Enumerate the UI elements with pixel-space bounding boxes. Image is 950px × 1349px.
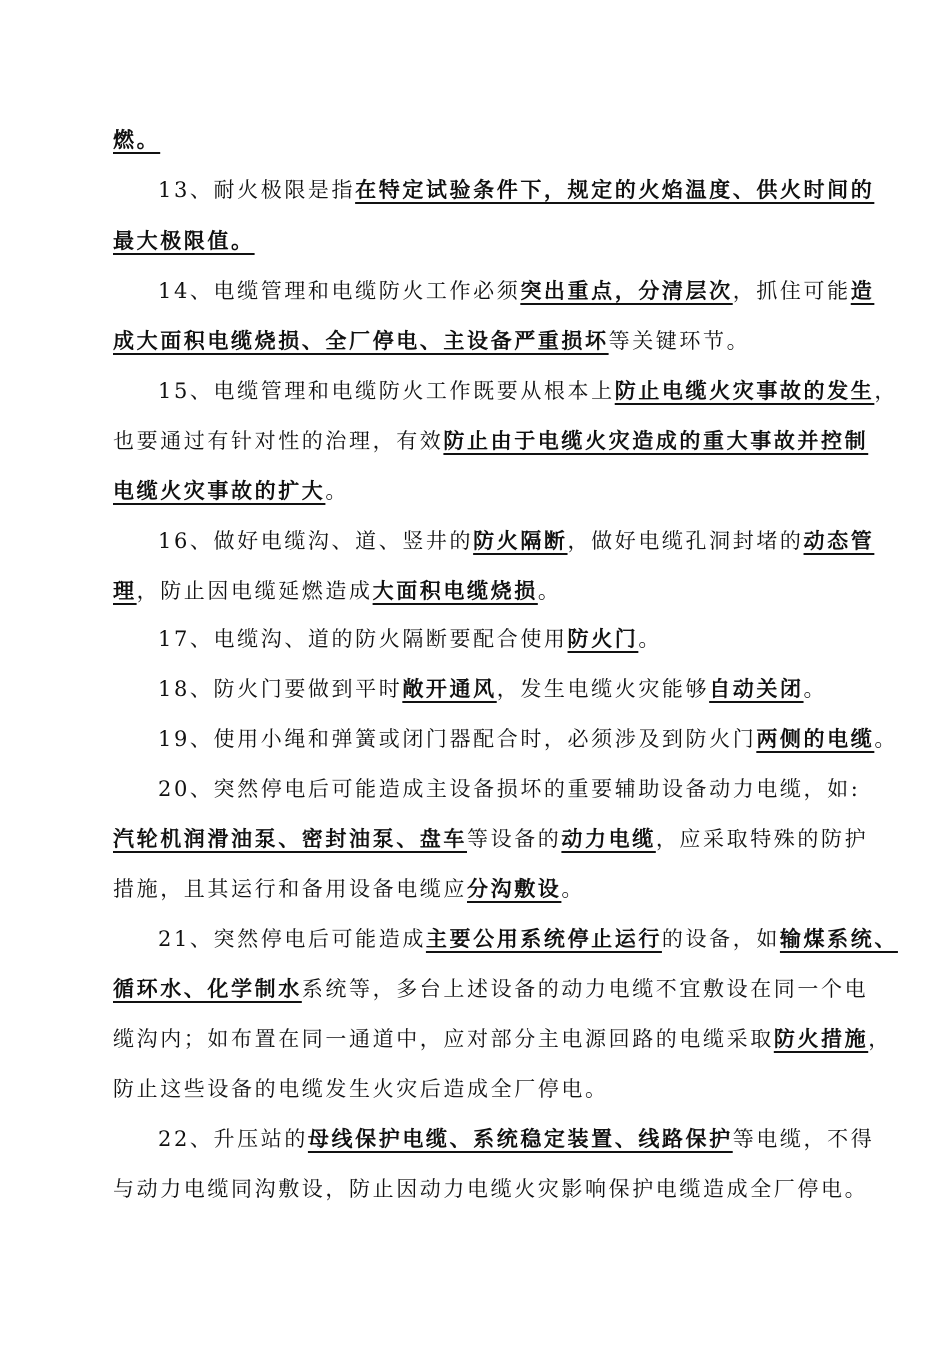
text-line	[158, 774, 860, 804]
plain-text: 的设备，如	[661, 927, 780, 951]
plain-text: 也要通过有针对性的治理，有效	[113, 429, 444, 453]
underlined-text: 防火措施	[773, 1026, 869, 1051]
plain-text: ，做好电缆孔洞封堵的	[567, 529, 804, 553]
plain-text: 措施，且其运行和备用设备电缆应	[113, 877, 467, 901]
text-line	[158, 674, 827, 704]
text-line	[158, 924, 898, 954]
plain-text: 等关键环节。	[608, 329, 751, 353]
plain-text: 13、耐火极限是指	[158, 178, 356, 202]
plain-text: 。	[874, 727, 898, 751]
plain-text: 。	[638, 627, 662, 651]
underlined-text: 动力电缆	[561, 826, 656, 851]
plain-text: 16、做好电缆沟、道、竖井的	[158, 529, 474, 553]
plain-text: 22、升压站的	[158, 1127, 308, 1151]
plain-text: 18、防火门要做到平时	[158, 677, 403, 701]
underlined-text: 造	[850, 278, 875, 303]
text-line	[113, 824, 868, 854]
plain-text: ，	[868, 1027, 892, 1051]
plain-text: ，应采取特殊的防护	[655, 827, 869, 851]
plain-text: 14、电缆管理和电缆防火工作必须	[158, 279, 521, 303]
plain-text: 防止这些设备的电缆发生火灾后造成全厂停电。	[113, 1077, 609, 1101]
text-line	[113, 125, 160, 155]
plain-text: ，防止因电缆延燃造成	[136, 579, 373, 603]
plain-text: ，发生电缆火灾能够	[496, 677, 710, 701]
text-line	[113, 974, 868, 1004]
plain-text: 17、电缆沟、道的防火隔断要配合使用	[158, 627, 568, 651]
plain-text: 。	[325, 479, 350, 503]
underlined-text: 防火门	[567, 626, 639, 651]
underlined-text: 两侧的电缆	[756, 726, 875, 751]
text-line	[158, 624, 662, 654]
underlined-text: 自动关闭	[709, 676, 804, 701]
underlined-text: 主要公用系统停止运行	[425, 926, 662, 951]
underlined-text: 防止由于电缆火灾造成的重大事故并控制	[443, 428, 869, 453]
text-line	[113, 226, 255, 256]
plain-text: ，	[874, 379, 898, 403]
plain-text: 。	[561, 877, 586, 901]
underlined-text: 理	[113, 578, 137, 603]
plain-text: ，抓住可能	[732, 279, 851, 303]
text-line	[158, 724, 898, 754]
text-line	[158, 276, 874, 306]
text-line	[158, 376, 898, 406]
plain-text: 缆沟内；如布置在同一通道中，应对部分主电源回路的电缆采取	[113, 1027, 774, 1051]
text-line	[113, 476, 349, 506]
underlined-text: 循环水、化学制水	[113, 976, 302, 1001]
text-line	[113, 1074, 609, 1104]
plain-text: 等设备的	[467, 827, 562, 851]
plain-text: 19、使用小绳和弹簧或闭门器配合时，必须涉及到防火门	[158, 727, 757, 751]
text-line	[158, 175, 874, 205]
plain-text: 系统等，多台上述设备的动力电缆不宜敷设在同一个电	[301, 977, 869, 1001]
underlined-text: 敞开通风	[402, 676, 497, 701]
plain-text: 等电缆，不得	[732, 1127, 875, 1151]
underlined-text: 防止电缆火灾事故的发生	[614, 378, 875, 403]
text-line	[158, 526, 874, 556]
underlined-text: 最大极限值。	[113, 228, 255, 253]
underlined-text: 汽轮机润滑油泵、密封油泵、盘车	[113, 826, 467, 851]
plain-text: 21、突然停电后可能造成	[158, 927, 426, 951]
underlined-text: 防火隔断	[473, 528, 568, 553]
text-line	[113, 426, 868, 456]
plain-text: 20、突然停电后可能造成主设备损坏的重要辅助设备动力电缆，如:	[158, 777, 861, 801]
underlined-text: 母线保护电缆、系统稳定装置、线路保护	[307, 1126, 733, 1151]
text-line	[113, 1174, 868, 1204]
plain-text: 。	[803, 677, 828, 701]
underlined-text: 燃。	[113, 127, 161, 152]
underlined-text: 成大面积电缆烧损、全厂停电、主设备严重损坏	[113, 328, 609, 353]
underlined-text: 分沟敷设	[467, 876, 562, 901]
underlined-text: 突出重点，分清层次	[520, 278, 733, 303]
text-line	[113, 576, 561, 606]
underlined-text: 电缆火灾事故的扩大	[113, 478, 326, 503]
underlined-text: 输煤系统、	[779, 926, 898, 951]
underlined-text: 大面积电缆烧损	[372, 578, 538, 603]
plain-text: 与动力电缆同沟敷设，防止因动力电缆火灾影响保护电缆造成全厂停电。	[113, 1177, 869, 1201]
text-line	[113, 1024, 892, 1054]
text-line	[113, 874, 585, 904]
text-line	[113, 326, 750, 356]
underlined-text: 动态管	[803, 528, 875, 553]
underlined-text: 在特定试验条件下，规定的火焰温度、供火时间的	[355, 177, 875, 202]
text-line	[158, 1124, 874, 1154]
plain-text: 15、电缆管理和电缆防火工作既要从根本上	[158, 379, 615, 403]
plain-text: 。	[537, 579, 562, 603]
